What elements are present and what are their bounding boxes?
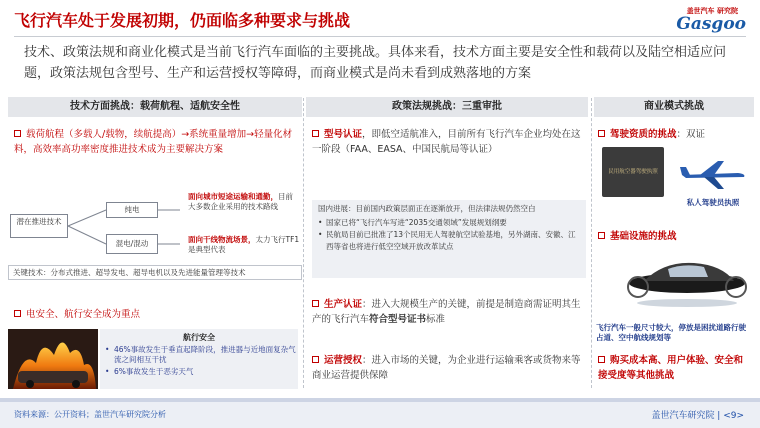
source-note: 资料来源：公开资料；盖世汽车研究院分析 <box>14 410 166 419</box>
pure-electric-box: 纯电 <box>106 202 158 218</box>
safety-item: • 6%事故发生于恶劣天气 <box>100 367 298 377</box>
business-header: 商业模式挑战 <box>594 97 754 117</box>
business-bullet-infrastructure: 基础设施的挑战 <box>598 229 752 244</box>
domestic-progress-title: 国内进展：目前国内政策层面正在逐渐放开，但法律法规仍然空白 <box>318 204 536 213</box>
safety-item: • 46%事故发生于垂直起降阶段，推进器与近地面复杂气流之间相互干扰 <box>100 345 298 365</box>
policy-bullet-production-cert: 生产认证：进入大规模生产的关键，前提是制造商需证明其生产的飞行汽车符合型号证书标准 <box>312 299 581 325</box>
business-bullet-license: 驾驶资质的挑战：双证 <box>598 127 752 142</box>
pilot-license-image <box>602 147 664 197</box>
propulsion-origin-box: 潜在推进技术 <box>10 214 68 238</box>
square-bullet-icon <box>312 356 319 363</box>
policy-bullet-type-cert: 型号认证，即低空适航准入，目前所有飞行汽车企业均处在这一阶段（FAA、EASA、中国民航局等认证） <box>312 129 581 155</box>
square-bullet-icon <box>598 356 605 363</box>
square-bullet-icon <box>14 130 21 137</box>
page-number: 盖世汽车研究院 | <9> <box>651 411 744 421</box>
square-bullet-icon <box>312 130 319 137</box>
square-bullet-icon <box>598 232 605 239</box>
title-divider <box>14 36 746 37</box>
tech-column <box>8 97 302 389</box>
square-bullet-icon <box>14 310 21 317</box>
tech-bullet-payload: 载荷航程（多载人/载物，续航提高）→系统重量增加→轻量化材料，高效率高功率密度推进技术成为主要解决方案 <box>14 129 293 155</box>
infrastructure-caption: 飞行汽车一般尺寸较大，停放是困扰道路行驶占道、空中航线规划等 <box>596 323 746 342</box>
domestic-progress-box <box>312 200 586 278</box>
business-bullet-other: 购买成本高、用户体验、安全和接受度等其他挑战 <box>598 355 744 381</box>
policy-header: 政策法规挑战：三重审批 <box>306 97 588 117</box>
square-bullet-icon <box>312 300 319 307</box>
tech-bullet-safety: 电安全、航行安全成为重点 <box>14 307 294 322</box>
flying-car-image <box>624 247 750 309</box>
key-tech-box: 关键技术：分布式推进、超导发电、超导电机以及先进能量管理等技术 <box>8 265 302 280</box>
page-title: 飞行汽车处于发展初期，仍面临多种要求与挑战 <box>14 11 351 30</box>
tech-header: 技术方面挑战：载荷航程、适航安全性 <box>8 97 302 117</box>
column-divider <box>303 98 304 388</box>
domestic-progress-item: • 民航局目前已批准了13个民用无人驾驶航空试验基地，另外湖南、安徽、江西等省也将进行低空空域开放改革试点 <box>318 229 580 253</box>
policy-column <box>306 97 588 389</box>
small-plane-image <box>678 157 748 193</box>
policy-bullet-operation: 运营授权：进入市场的关键，为企业进行运输乘客或货物来等商业运营提供保障 <box>312 355 581 381</box>
car-fire-image <box>8 329 98 389</box>
license-caption: 私人驾驶员执照 <box>686 198 740 207</box>
pure-electric-note: 面向城市短途运输和通勤，目前大多数企业采用的技术路线 <box>188 192 300 212</box>
domestic-progress-item: • 国家已将“飞行汽车写进“2035交通领域”发展规划纲要 <box>318 217 580 229</box>
intro-paragraph: 技术、政策法规和商业化模式是当前飞行汽车面临的主要挑战。具体来看，技术方面主要是安全性和载荷以及陆空相适应问题，政策法规包含型号、生产和运营授权等障碍，而商业模式是尚未看到成熟落地的方案 <box>24 45 727 81</box>
hybrid-note: 面向干线物流场景，太力飞行TF1是典型代表 <box>188 235 300 254</box>
navigation-safety-box <box>100 329 298 389</box>
column-divider <box>591 98 592 388</box>
business-column <box>594 97 754 389</box>
gasgoo-logo <box>660 6 746 36</box>
license-text: 民用航空器驾驶执照 <box>608 169 658 175</box>
logo-cn-text: 盖世汽车 研究院 <box>686 7 738 15</box>
logo-brand-text: Gasgoo <box>676 14 746 34</box>
safety-title: 航行安全 <box>183 333 215 342</box>
hybrid-box: 混电/混动 <box>106 234 158 254</box>
square-bullet-icon <box>598 130 605 137</box>
